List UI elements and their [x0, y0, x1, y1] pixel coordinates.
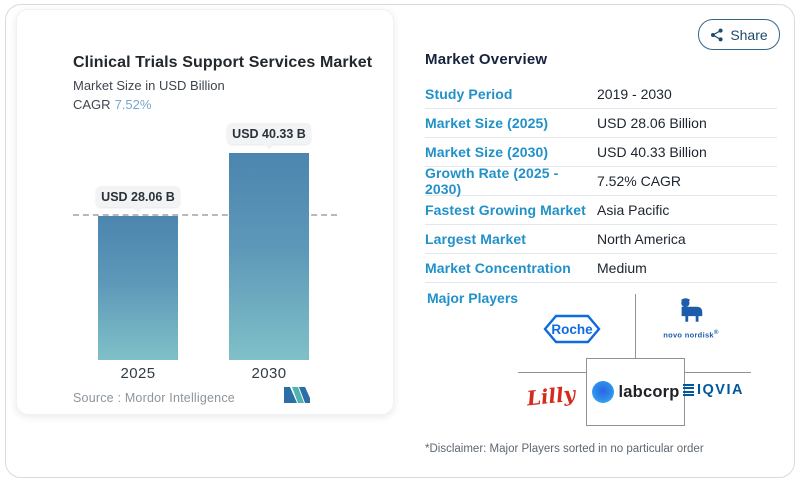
x-axis-label-2030: 2030 [251, 365, 287, 382]
table-row-largest-market [425, 225, 777, 254]
row-value: Medium [597, 260, 647, 276]
row-value: 7.52% CAGR [597, 173, 682, 189]
novo-nordisk-logo [659, 298, 723, 340]
row-label: Largest Market [425, 231, 526, 247]
market-overview-table [425, 80, 777, 283]
row-label: Market Size (2030) [425, 144, 549, 160]
connector-vertical-line [635, 294, 636, 358]
bar-2025 [98, 216, 178, 360]
chart-title: Clinical Trials Support Services Market [73, 54, 373, 71]
table-row-study-period [425, 80, 777, 109]
cagr-label: CAGR [73, 97, 111, 112]
market-overview-heading: Market Overview [425, 51, 548, 68]
table-row-fastest-growing-market [425, 196, 777, 225]
table-row-growth-rate [425, 167, 777, 196]
chart-subtitle: Market Size in USD Billion [73, 78, 225, 93]
bar-value-label-2025: USD 28.06 B [96, 186, 180, 207]
mordor-intelligence-logo-icon [284, 387, 310, 403]
svg-text:Roche: Roche [551, 322, 593, 337]
labcorp-logo-box [586, 358, 685, 426]
players-disclaimer: *Disclaimer: Major Players sorted in no particular order [425, 443, 704, 455]
row-value: USD 28.06 Billion [597, 115, 707, 131]
row-value: North America [597, 231, 686, 247]
market-chart-card [16, 9, 394, 415]
labcorp-wordmark: labcorp [618, 382, 680, 401]
iqvia-wordmark: IQVIA [697, 382, 744, 398]
x-axis-label-2025: 2025 [120, 365, 156, 382]
chart-cagr-line [73, 97, 151, 112]
row-value: Asia Pacific [597, 202, 670, 218]
iqvia-bars-icon [683, 384, 694, 397]
iqvia-logo [683, 382, 744, 398]
source-attribution: Source : Mordor Intelligence [73, 391, 235, 405]
row-label: Market Concentration [425, 260, 571, 276]
row-label: Growth Rate (2025 - 2030) [425, 165, 559, 197]
row-label: Market Size (2025) [425, 115, 549, 131]
share-button[interactable] [698, 19, 780, 50]
major-players-heading: Major Players [427, 290, 519, 306]
table-row-market-size-2025 [425, 109, 777, 138]
row-label: Study Period [425, 86, 513, 102]
labcorp-circle-icon [592, 381, 614, 403]
table-row-market-size-2030 [425, 138, 777, 167]
row-label: Fastest Growing Market [425, 202, 586, 218]
bar-value-label-2030: USD 40.33 B [227, 123, 311, 144]
lilly-logo: Lilly [525, 381, 577, 411]
major-players-section [425, 288, 777, 440]
novo-nordisk-wordmark: novo nordisk® [663, 329, 719, 340]
table-row-market-concentration [425, 254, 777, 283]
bar-chart-plot [17, 126, 393, 360]
cagr-value: 7.52% [114, 97, 152, 112]
row-value: 2019 - 2030 [597, 86, 672, 102]
bar-2030 [229, 153, 309, 360]
share-icon [710, 28, 724, 42]
share-button-label: Share [730, 26, 768, 43]
novo-nordisk-bull-icon [676, 298, 706, 323]
roche-logo [543, 313, 601, 345]
row-value: USD 40.33 Billion [597, 144, 707, 160]
